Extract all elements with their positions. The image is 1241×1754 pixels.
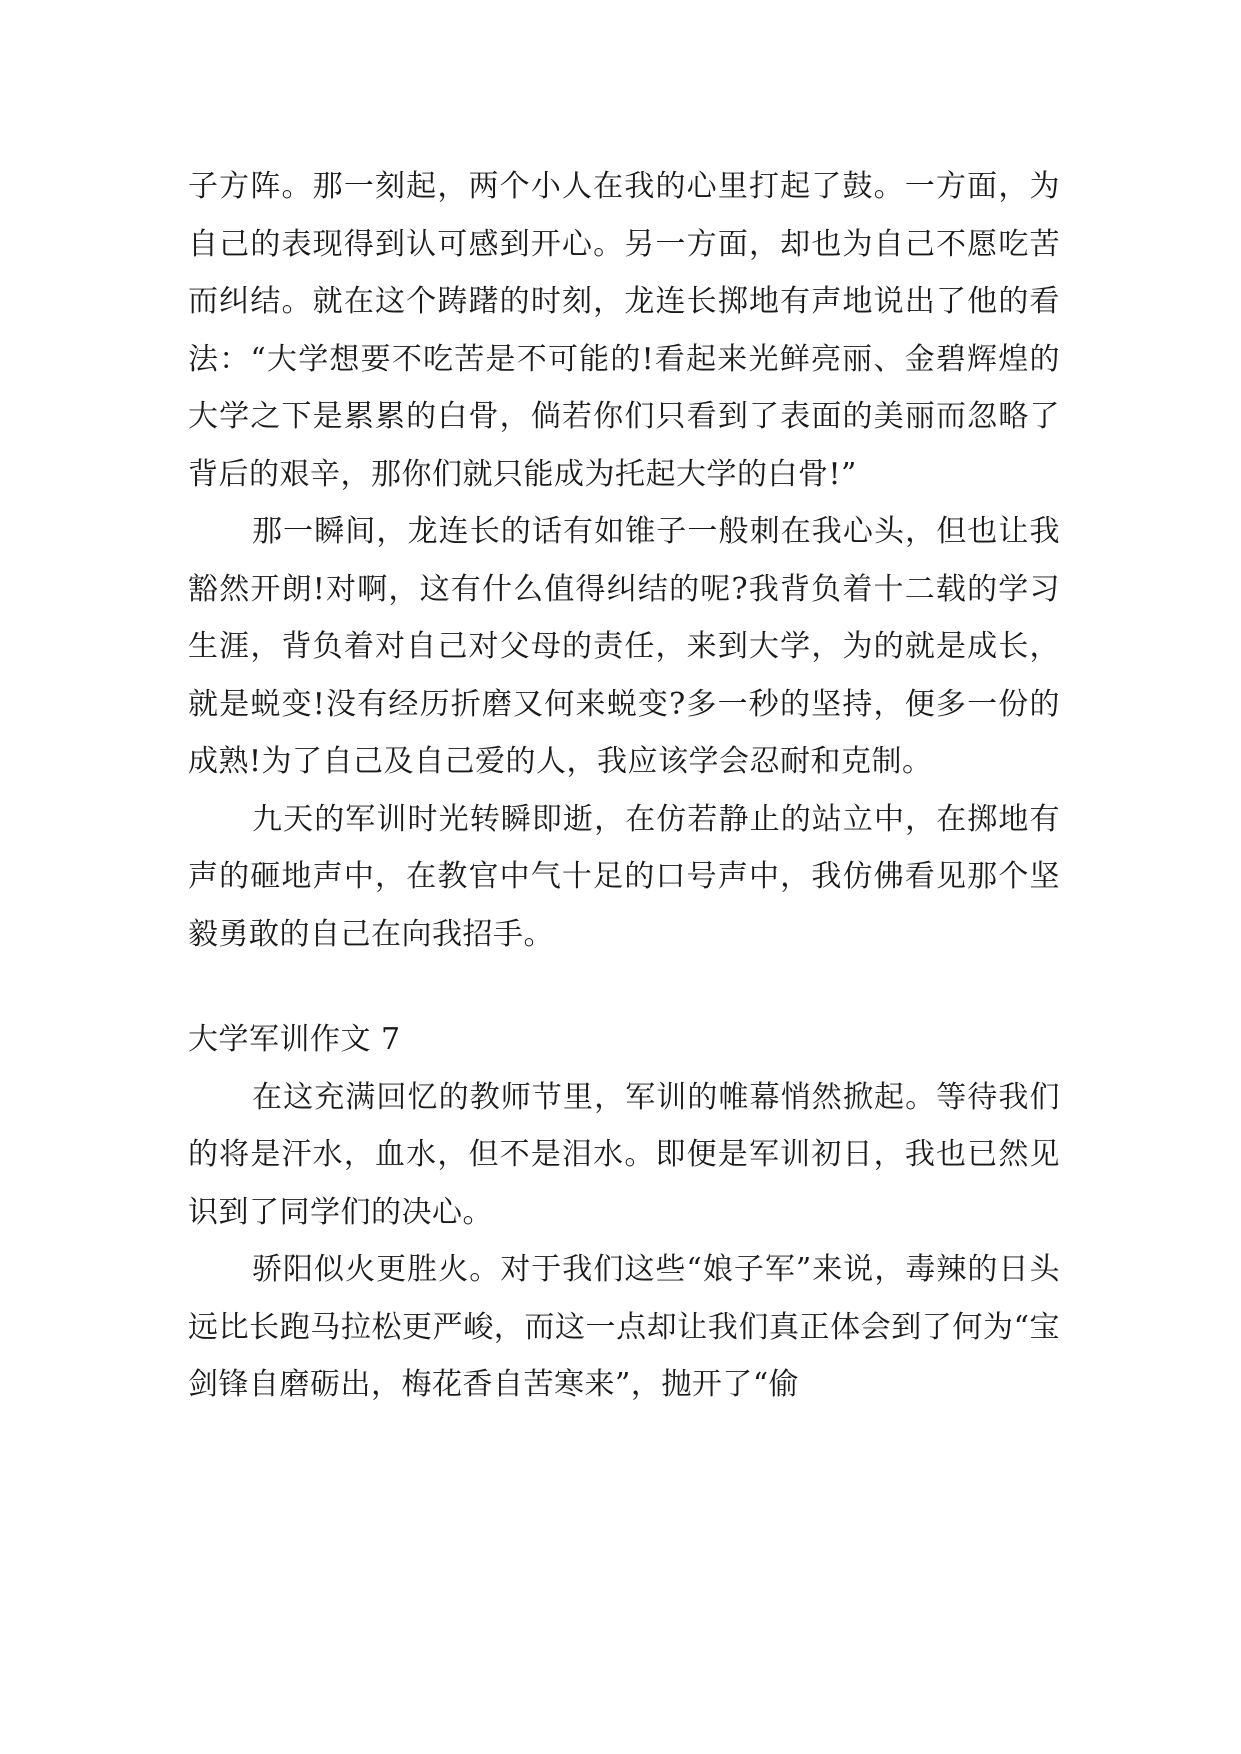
section-gap bbox=[188, 963, 1060, 1011]
document-body bbox=[188, 158, 1060, 1414]
paragraph-2: 那一瞬间，龙连长的话有如锥子一般刺在我心头，但也让我豁然开朗!对啊，这有什么值得纠结的呢?我背负着十二载的学习生涯，背负着对自己对父母的责任，来到大学，为的就是成长，就是蜕变!没有经历折磨又何来蜕变?多一秒的坚持，便多一份的成熟!为了自己及自己爱的人，我应该学会忍耐和克制。 bbox=[188, 514, 1060, 779]
paragraph-4: 在这充满回忆的教师节里，军训的帷幕悄然掀起。等待我们的将是汗水，血水，但不是泪水。即便是军训初日，我也已然见识到了同学们的决心。 bbox=[188, 1079, 1060, 1230]
paragraph-3: 九天的军训时光转瞬即逝，在仿若静止的站立中，在掷地有声的砸地声中，在教官中气十足的口号声中，我仿佛看见那个坚毅勇敢的自己在向我招手。 bbox=[188, 801, 1060, 952]
section-title: 大学军训作文 7 bbox=[188, 1022, 401, 1057]
paragraph-1: 子方阵。那一刻起，两个小人在我的心里打起了鼓。一方面，为自己的表现得到认可感到开心。另一方面，却也为自己不愿吃苦而纠结。就在这个踌躇的时刻，龙连长掷地有声地说出了他的看法：“大学想要不吃苦是不可能的!看起来光鲜亮丽、金碧辉煌的大学之下是累累的白骨，倘若你们只看到了表面的美丽而忽略了背后的艰辛，那你们就只能成为托起大学的白骨!” bbox=[188, 169, 1060, 492]
paragraph-5: 骄阳似火更胜火。对于我们这些“娘子军”来说，毒辣的日头远比长跑马拉松更严峻，而这一点却让我们真正体会到了何为“宝剑锋自磨砺出，梅花香自苦寒来”，抛开了“偷 bbox=[188, 1252, 1060, 1402]
